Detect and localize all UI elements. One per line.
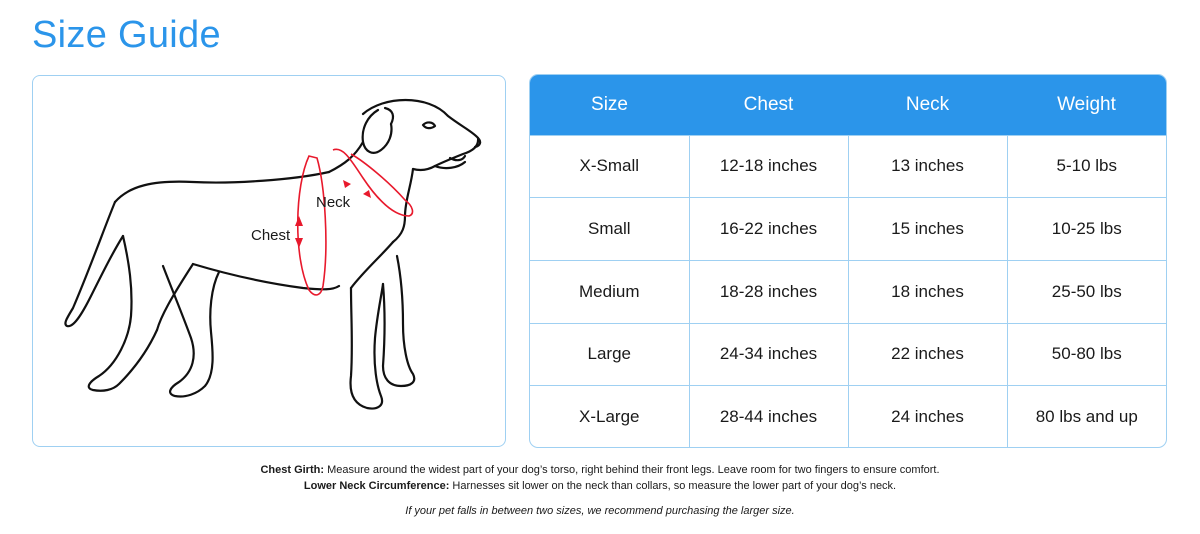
chest-girth-text: Measure around the widest part of your dog’s torso, right behind their front legs. Leave room for two fingers to ensure comfort.: [324, 464, 940, 476]
header-weight: Weight: [1057, 93, 1116, 115]
chest-cell: 18-28 inches: [689, 260, 848, 323]
size-table: [530, 75, 1166, 447]
size-cell: Small: [530, 198, 689, 261]
header-neck: Neck: [905, 93, 950, 115]
chest-cell: 24-34 inches: [689, 323, 848, 386]
table-row: [530, 135, 1166, 198]
weight-cell: 10-25 lbs: [1007, 198, 1166, 261]
header-chest: Chest: [743, 93, 794, 115]
weight-cell: 25-50 lbs: [1007, 260, 1166, 323]
chest-cell: 28-44 inches: [689, 386, 848, 447]
neck-circumference-text: Harnesses sit lower on the neck than collars, so measure the lower part of your dog’s neck.: [449, 480, 897, 492]
weight-cell: 5-10 lbs: [1007, 135, 1166, 198]
table-row: [530, 386, 1166, 447]
table-header-row: [530, 75, 1166, 135]
table-row: [530, 323, 1166, 386]
neck-cell: 13 inches: [848, 135, 1007, 198]
size-cell: X-Large: [530, 386, 689, 447]
chest-cell: 12-18 inches: [689, 135, 848, 198]
chest-girth-label: Chest Girth:: [260, 464, 325, 476]
table-row: [530, 198, 1166, 261]
dog-diagram-panel: [32, 75, 506, 447]
measurement-notes: [0, 462, 1200, 519]
size-table-panel: [529, 74, 1167, 448]
size-cell: Large: [530, 323, 689, 386]
table-row: [530, 260, 1166, 323]
neck-circumference-note: [0, 478, 1200, 494]
neck-cell: 18 inches: [848, 260, 1007, 323]
size-recommendation: If your pet falls in between two sizes, we recommend purchasing the larger size.: [405, 505, 795, 517]
neck-cell: 22 inches: [848, 323, 1007, 386]
chest-label: Chest: [251, 227, 291, 244]
weight-cell: 80 lbs and up: [1007, 386, 1166, 447]
neck-label: Neck: [316, 194, 351, 211]
chest-cell: 16-22 inches: [689, 198, 848, 261]
header-size: Size: [591, 93, 628, 115]
neck-circumference-label: Lower Neck Circumference:: [303, 480, 450, 492]
chest-girth-note: [0, 462, 1200, 478]
neck-cell: 15 inches: [848, 198, 1007, 261]
size-cell: X-Small: [530, 135, 689, 198]
size-cell: Medium: [530, 260, 689, 323]
neck-cell: 24 inches: [848, 386, 1007, 447]
weight-cell: 50-80 lbs: [1007, 323, 1166, 386]
page-title: Size Guide: [32, 14, 221, 56]
dog-illustration: [33, 76, 507, 448]
